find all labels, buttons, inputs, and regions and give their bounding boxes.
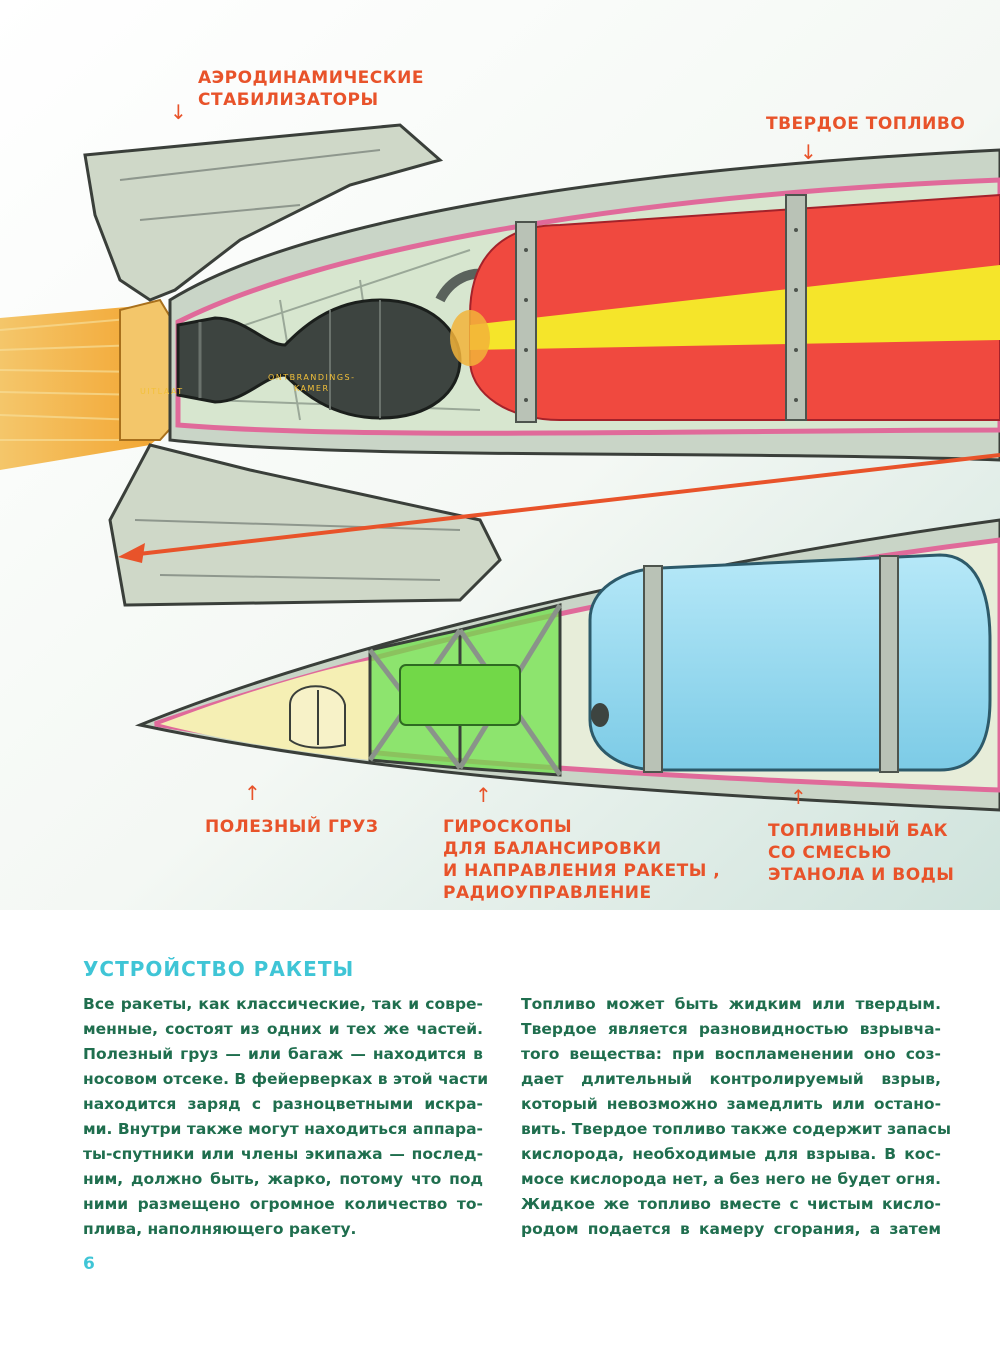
tank-band [644, 566, 662, 772]
right-text-column [521, 992, 951, 1242]
text-line: плива, наполняющего ракету. [83, 1220, 357, 1238]
payload-arrow: ↑ [244, 781, 261, 805]
text-line: ми. Внутри также могут находиться аппара- [83, 1120, 483, 1138]
gyroscopes-label: ГИРОСКОПЫ ДЛЯ БАЛАНСИРОВКИ И НАПРАВЛЕНИЯ РАКЕТЫ , РАДИОУПРАВЛЕНИЕ [443, 817, 721, 903]
text-line: Полезный груз — или багаж — находится в [83, 1045, 483, 1063]
payload-label: ПОЛЕЗНЫЙ ГРУЗ [205, 817, 379, 837]
text-line: Топливо может быть жидким или твердым. [521, 995, 941, 1013]
text-line: Все ракеты, как классические, так и совре- [83, 995, 483, 1013]
text-line: носовом отсеке. В фейерверках в этой части [83, 1070, 489, 1088]
solid-fuel-arrow: ↓ [800, 140, 817, 164]
text-line: который невозможно замедлить или остано- [521, 1095, 941, 1113]
text-line: вить. Твердое топливо также содержит запасы [521, 1120, 951, 1138]
text-line: ты-спутники или члены экипажа — послед- [83, 1145, 483, 1163]
text-line: того вещества: при воспламенении оно соз- [521, 1045, 941, 1063]
text-line: мосе кислорода нет, а без него не будет огня. [521, 1170, 941, 1188]
text-line: Твердое является разновидностью взрывча- [521, 1020, 941, 1038]
tank-band [880, 556, 898, 772]
stabilizers-label: АЭРОДИНАМИЧЕСКИЕ СТАБИЛИЗАТОРЫ [198, 68, 425, 110]
fuel-tank-label: ТОПЛИВНЫЙ БАК СО СМЕСЬЮ ЭТАНОЛА И ВОДЫ [768, 821, 955, 885]
text-line: находится заряд с разноцветными искра- [83, 1095, 483, 1113]
text-line: родом подается в камеру сгорания, а затем [521, 1220, 941, 1238]
liquid-fuel-tank [590, 555, 990, 772]
text-line: менные, состоят из одних и тех же частей. [83, 1020, 483, 1038]
text-line: ним, должно быть, жарко, потому что под [83, 1170, 483, 1188]
section-heading: УСТРОЙСТВО РАКЕТЫ [83, 957, 355, 981]
nozzle-tiny-label: UITLAAT [140, 387, 184, 396]
text-line: дает длительный контролируемый взрыв, [521, 1070, 941, 1088]
solid-fuel-label: ТВЕРДОЕ ТОПЛИВО [766, 114, 966, 134]
text-line: кислорода, необходимые для взрыва. В кос- [521, 1145, 941, 1163]
text-line: ними размещено огромное количество то- [83, 1195, 483, 1213]
text-line: Жидкое же топливо вместе с чистым кисло- [521, 1195, 941, 1213]
gyroscopes-arrow: ↑ [475, 783, 492, 807]
solid-fuel-grain [450, 195, 1000, 422]
stabilizers-arrow: ↓ [170, 100, 187, 124]
left-text-column [83, 992, 489, 1242]
page-number: 6 [83, 1254, 95, 1274]
chamber-tiny-label: ONTBRANDINGS- KAMER [268, 373, 356, 393]
fuel-tank-arrow: ↑ [790, 785, 807, 809]
